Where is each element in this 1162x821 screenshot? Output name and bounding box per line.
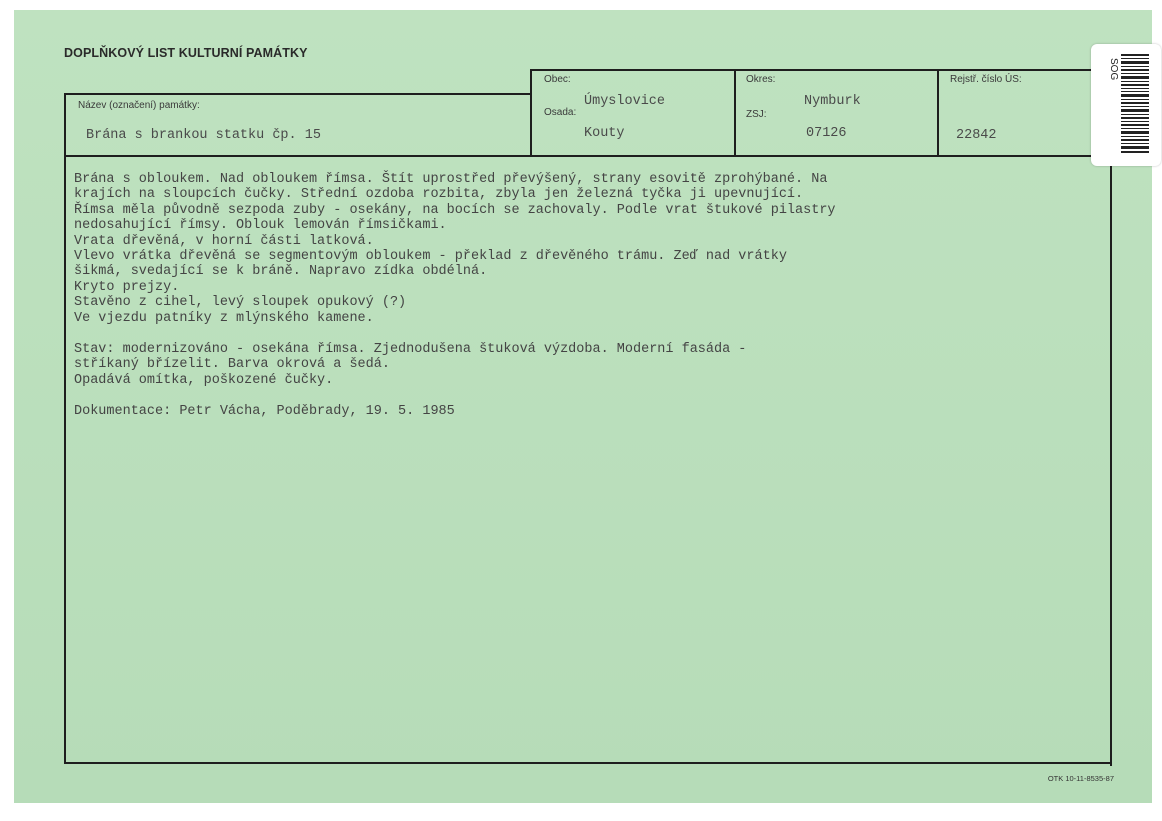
osada-value: Kouty [584, 126, 625, 141]
dokumentace-line: Dokumentace: Petr Vácha, Poděbrady, 19. 5. 1985 [74, 404, 455, 420]
nazev-value: Brána s brankou statku čp. 15 [86, 128, 321, 143]
form-print-code: OTK 10-11-8535-87 [1047, 774, 1114, 783]
divider-okres [734, 69, 736, 157]
description-line: nedosahující římsy. Oblouk lemován římsičkami. [74, 218, 447, 234]
barcode-sticker [1091, 44, 1161, 166]
frame-bottom [64, 762, 1112, 764]
sticker-code: SOG [1108, 58, 1119, 81]
osada-label: Osada: [544, 107, 577, 118]
okres-value: Nymburk [804, 94, 861, 109]
description-line: Vrata dřevěná, v horní části latková. [74, 233, 374, 249]
zsj-label: ZSJ: [746, 109, 767, 120]
description-text [74, 172, 1084, 420]
description-line: Kryto prejzy. [74, 279, 180, 295]
frame-top-left [64, 93, 532, 95]
rejstr-value: 22842 [956, 128, 997, 143]
obec-label: Obec: [544, 74, 571, 85]
barcode-icon [1121, 54, 1149, 154]
description-line: Brána s obloukem. Nad obloukem římsa. Štít uprostřed převýšený, strany esovitě zprohýbané. Na [74, 172, 828, 187]
frame-left [64, 93, 66, 763]
stav-line: stříkaný břízelit. Barva okrová a šedá. [74, 357, 390, 373]
description-line: Stavěno z cihel, levý sloupek opukový (?) [74, 295, 407, 311]
frame-header-bottom [64, 155, 1119, 157]
description-line: Římsa měla původně sezpoda zuby - osekány, na bocích se zachovaly. Podle vrat štukové pilastry [74, 202, 836, 218]
description-line: šikmá, svedající se k bráně. Napravo zídka obdélná. [74, 264, 488, 280]
okres-label: Okres: [746, 74, 776, 85]
description-line: Ve vjezdu patníky z mlýnského kamene. [74, 310, 374, 326]
form-title: DOPLŇKOVÝ LIST KULTURNÍ PAMÁTKY [64, 46, 308, 60]
stav-line: Stav: modernizováno - osekána římsa. Zjednodušena štuková výzdoba. Moderní fasáda - [74, 342, 747, 358]
zsj-value: 07126 [806, 126, 847, 141]
obec-value: Úmyslovice [584, 94, 666, 109]
stav-line: Opadává omítka, poškozené čučky. [74, 372, 334, 388]
description-line: Vlevo vrátka dřevěná se segmentovým obloukem - překlad z dřevěného trámu. Zeď nad vrátky [74, 249, 787, 265]
divider-obec [530, 69, 532, 157]
description-line: krajích na sloupcích čučky. Střední ozdoba rozbita, zbyla jen železná tyčka ji upevnující. [74, 187, 804, 203]
frame-top-right [530, 69, 1098, 71]
divider-rejstr [937, 69, 939, 157]
frame-right [1110, 160, 1112, 766]
rejstr-label: Rejstř. číslo ÚS: [950, 74, 1022, 85]
nazev-label: Název (označení) památky: [78, 100, 200, 111]
